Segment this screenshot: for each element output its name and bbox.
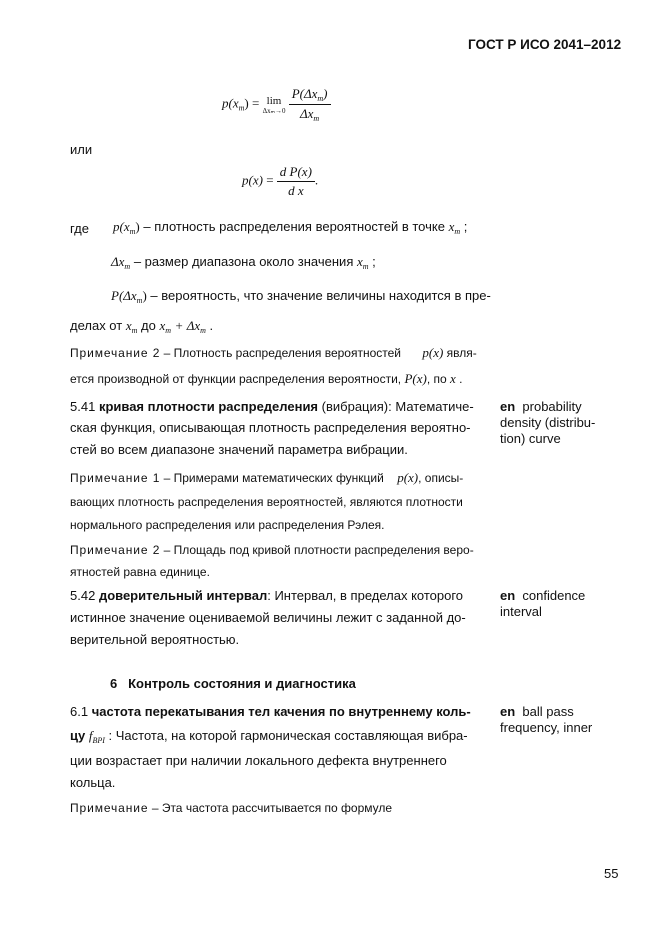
formula1-limit: lim Δxₘ→0 <box>262 94 286 115</box>
definition-range-size: $\Delta x_m$ – размер диапазона около значения $x_m$ ; <box>111 254 376 271</box>
page-number: 55 <box>604 866 619 881</box>
note-5-41-1-line1: Примечание 1 – Примерами математических функций p(x), описы- <box>70 470 464 485</box>
term-6-1-line4: кольца. <box>70 775 116 790</box>
note-5-41-2-line2: ятностей равна единице. <box>70 565 210 579</box>
term-5-42-title: доверительный интервал <box>98 588 268 603</box>
definition-probability-range-line2: делах от $x_m$ до $x_m + \Delta x_m$ . <box>70 318 214 335</box>
formula2-fraction: $\frac{\text{d P(x)}}{\text{d x}}$ <box>277 164 315 199</box>
where-label: где <box>70 221 89 236</box>
term-5-41-line2: ская функция, описывающая плотность распределения вероятно- <box>70 420 471 435</box>
term-5-41-title: кривая плотности распределения <box>98 399 319 414</box>
note-5-41-1-line2: вающих плотность распределения вероятностей, являются плотности <box>70 495 463 509</box>
term-5-41-line1: 5.41 кривая плотности распределения (вибрация): Математиче- <box>70 399 474 414</box>
formula-probability-density-derivative: p(x) = $\frac{\text{d P(x)}}{\text{d x}}$ . <box>242 164 319 198</box>
term-5-42-line3: верительной вероятностью. <box>70 632 240 647</box>
formula1-lhs: p(x <box>222 95 239 111</box>
definition-density-at-point: $p(x_m)$ – плотность распределения вероятностей в точке $x_m$ ; <box>113 219 468 236</box>
term-6-1-title: частота перекатывания тел качения по внутреннему коль- <box>91 704 471 719</box>
term-5-42-line2: истинное значение оцениваемой величины лежит с заданной до- <box>70 610 466 625</box>
term-5-41-line3: стей во всем диапазоне значений параметра вибрации. <box>70 442 408 457</box>
definition-probability-range: $P(\Delta x_m)$ – вероятность, что значение величины находится в пре- <box>111 288 491 305</box>
term-6-1-line3: ции возрастает при наличии локального дефекта внутреннего <box>70 753 447 768</box>
section-6-heading: 6 Контроль состояния и диагностика <box>110 676 356 691</box>
formula-probability-density-limit: $p(x_m) = \lim$ Δxₘ→0 $\frac{P(\Delta x_m)}{\Delta x_m}$ <box>222 86 331 123</box>
document-header: ГОСТ Р ИСО 2041–2012 <box>468 37 622 52</box>
term-6-1-english: en ball pass frequency, inner <box>500 704 593 735</box>
term-6-1-line2: цу $f_{BPI}$ : Частота, на которой гармоническая составляющая вибра- <box>70 728 468 745</box>
formula1-fraction: $\frac{P(\Delta x_m)}{\Delta x_m}$ <box>289 86 331 123</box>
term-6-1-line1: 6.1 частота перекатывания тел качения по внутреннему коль- <box>70 704 471 719</box>
term-5-41-english: en probability density (distribu- tion) curve <box>500 399 596 446</box>
term-5-42-english: en confidence interval <box>500 588 586 619</box>
note-5-41-2-line1: Примечание 2 – Площадь под кривой плотности распределения веро- <box>70 543 474 557</box>
note-5-41-1-line3: нормального распределения или распределения Рэлея. <box>70 518 385 532</box>
or-text: или <box>70 142 93 157</box>
note-derivative-line2: ется производной от функции распределения вероятности, P(x), по x . <box>70 371 463 386</box>
note-derivative-line1: Примечание 2 – Плотность распределения вероятностей p(x) явля- <box>70 345 477 360</box>
term-5-42-line1: 5.42 доверительный интервал: Интервал, в пределах которого <box>70 588 464 603</box>
note-6-1: Примечание – Эта частота рассчитывается по формуле <box>70 801 393 815</box>
